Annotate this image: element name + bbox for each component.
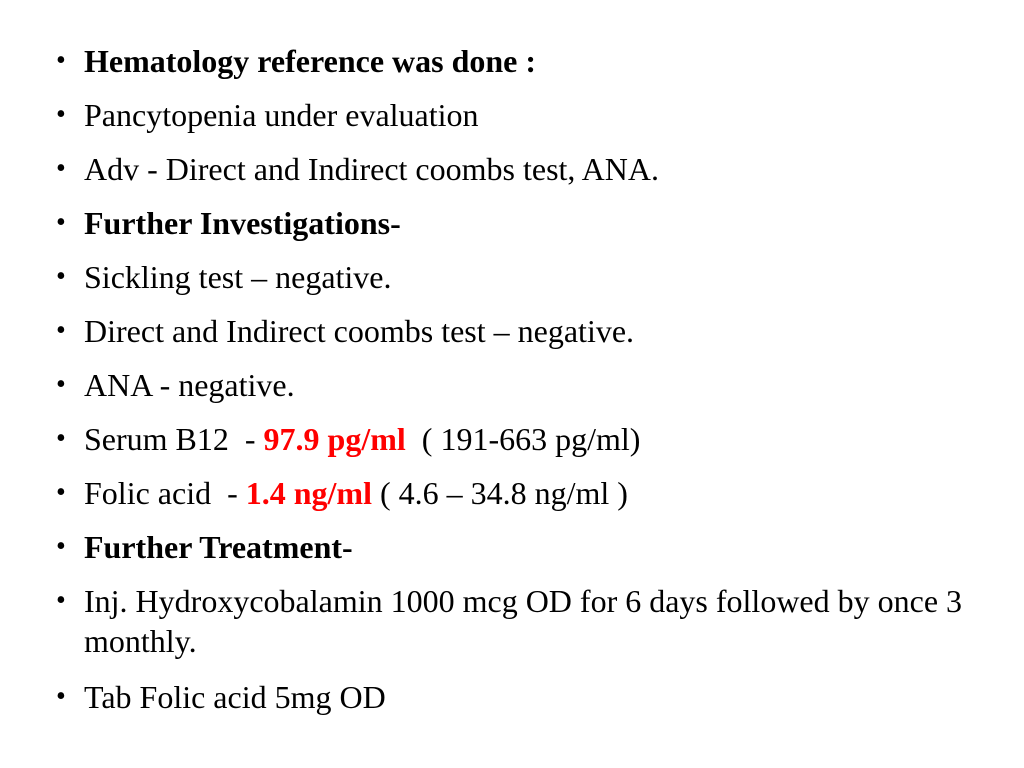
bullet-text: Further Investigations- — [84, 205, 401, 241]
bullet-folic-acid-level — [56, 473, 976, 513]
bullet-dot-icon: • — [56, 99, 66, 130]
bullet-serum-b12 — [56, 419, 976, 459]
bullet-hematology-reference — [56, 41, 976, 81]
bullet-text: Adv - Direct and Indirect coombs test, ANA. — [84, 151, 659, 187]
bullet-text: Hematology reference was done : — [84, 43, 537, 79]
bullet-hydroxycobalamin — [56, 581, 976, 661]
bullet-dot-icon: • — [56, 477, 66, 508]
bullet-text: Tab Folic acid 5mg OD — [84, 679, 386, 715]
bullet-dot-icon: • — [56, 585, 66, 616]
bullet-ana-result — [56, 365, 976, 405]
bullet-text: Inj. Hydroxycobalamin 1000 mcg OD for 6 days followed by once 3 monthly. — [84, 583, 963, 659]
bullet-dot-icon: • — [56, 681, 66, 712]
bullet-dot-icon: • — [56, 153, 66, 184]
bullet-dot-icon: • — [56, 207, 66, 238]
bullet-coombs-test-result — [56, 311, 976, 351]
bullet-dot-icon: • — [56, 261, 66, 292]
bullet-dot-icon: • — [56, 423, 66, 454]
b12-value: 97.9 pg/ml — [263, 421, 406, 457]
bullet-dot-icon: • — [56, 315, 66, 346]
bullet-dot-icon: • — [56, 531, 66, 562]
bullet-sickling-test — [56, 257, 976, 297]
bullet-text: Sickling test – negative. — [84, 259, 392, 295]
bullet-tab-folic-acid — [56, 677, 976, 717]
bullet-text-prefix: Folic acid - — [84, 475, 246, 511]
bullet-text: ANA - negative. — [84, 367, 295, 403]
bullet-list — [56, 41, 976, 731]
bullet-dot-icon: • — [56, 369, 66, 400]
bullet-text: Further Treatment- — [84, 529, 353, 565]
folic-acid-value: 1.4 ng/ml — [245, 475, 372, 511]
bullet-further-treatment-heading — [56, 527, 976, 567]
folic-acid-reference-range: ( 4.6 – 34.8 ng/ml ) — [371, 475, 628, 511]
bullet-text: Pancytopenia under evaluation — [84, 97, 479, 133]
bullet-text-prefix: Serum B12 - — [84, 421, 264, 457]
bullet-dot-icon: • — [56, 45, 66, 76]
bullet-further-investigations-heading — [56, 203, 976, 243]
bullet-pancytopenia — [56, 95, 976, 135]
bullet-advice — [56, 149, 976, 189]
bullet-text: Direct and Indirect coombs test – negative. — [84, 313, 635, 349]
b12-reference-range: ( 191-663 pg/ml) — [405, 421, 641, 457]
